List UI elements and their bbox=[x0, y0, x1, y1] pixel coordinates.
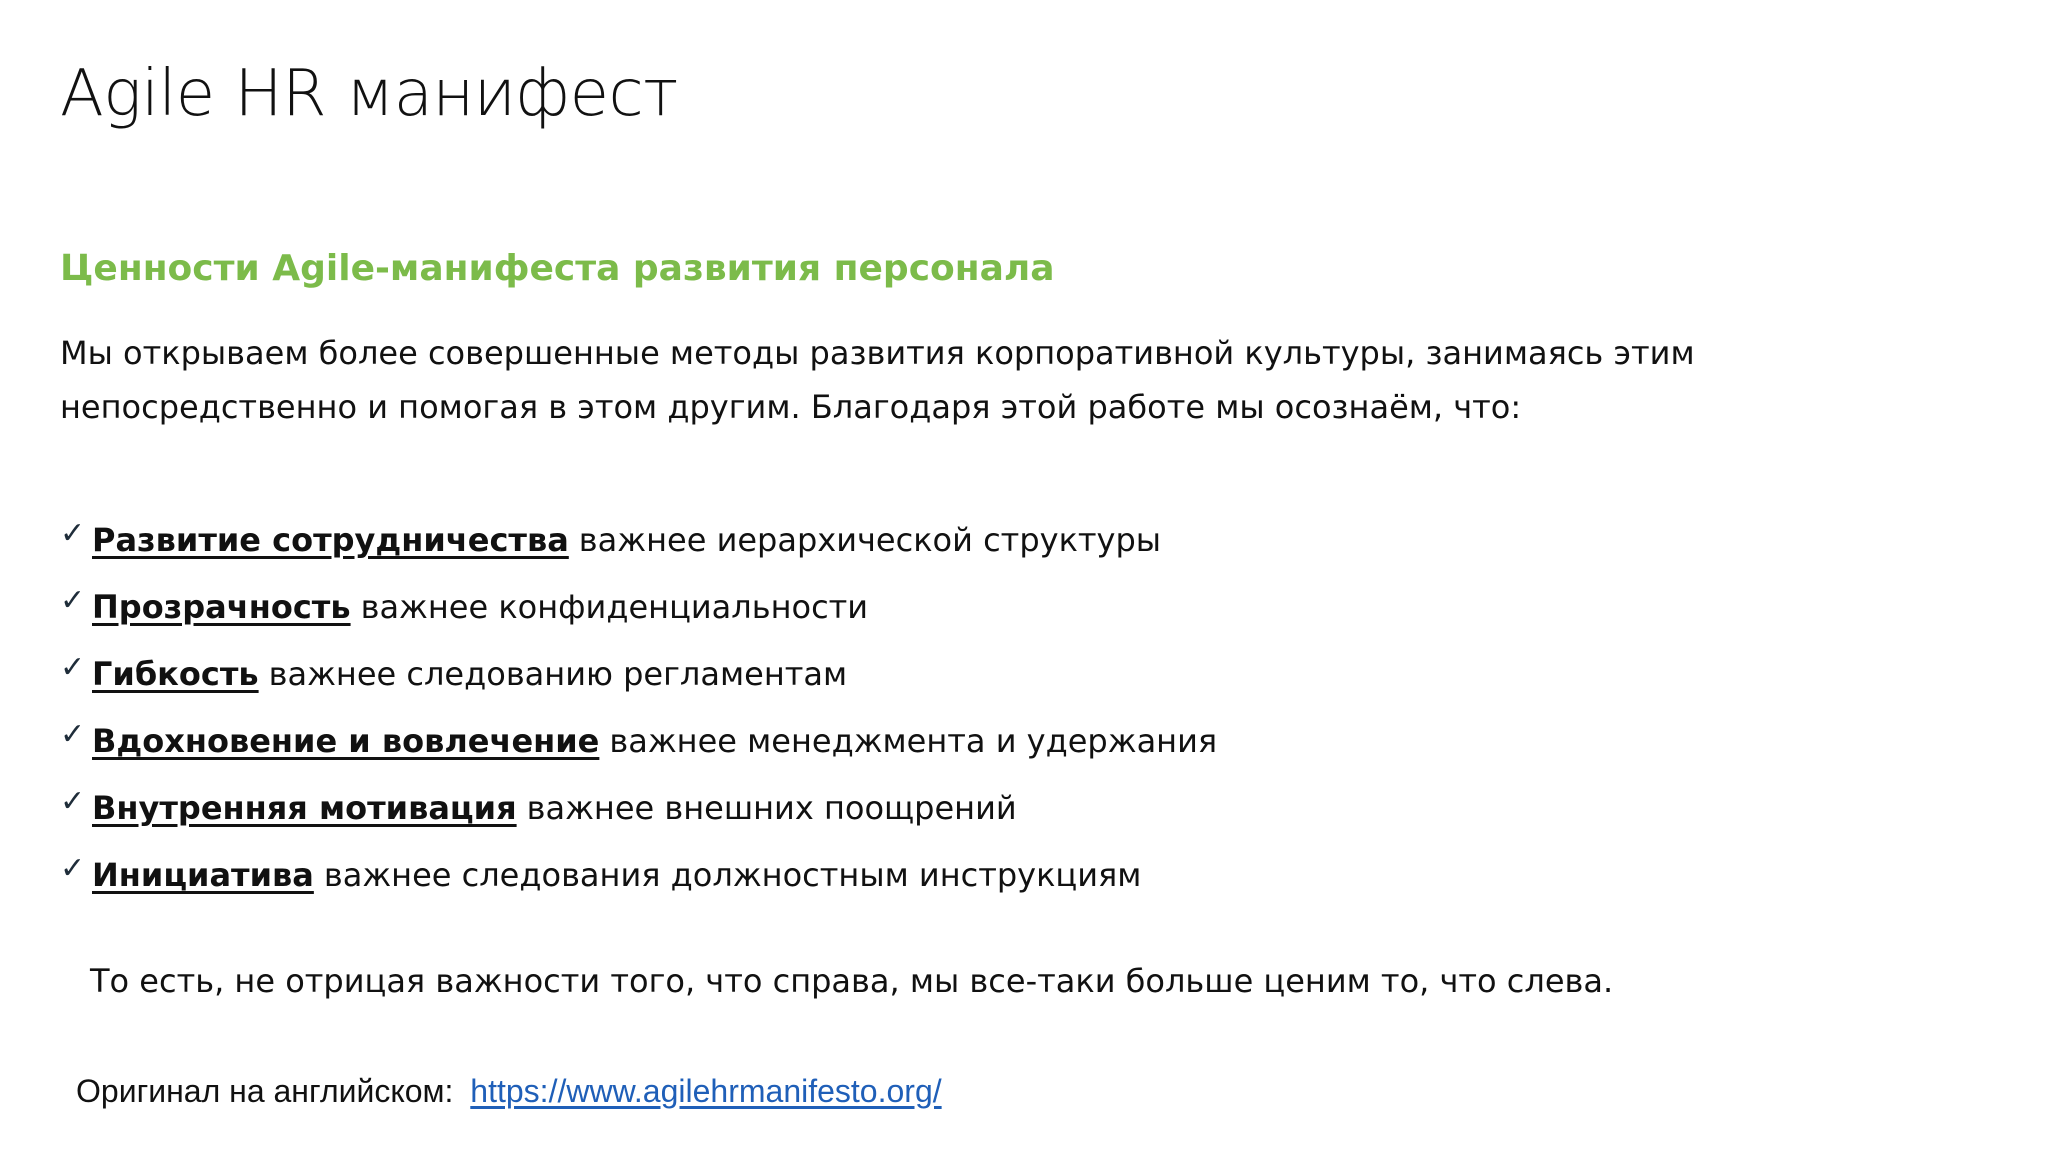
value-item bbox=[60, 579, 1217, 646]
value-key: Внутренняя мотивация bbox=[92, 789, 517, 827]
value-key: Вдохновение и вовлечение bbox=[92, 722, 600, 760]
source-label: Оригинал на английском: bbox=[76, 1073, 454, 1109]
value-item bbox=[60, 646, 1217, 713]
value-rest: важнее следования должностным инструкциям bbox=[323, 856, 1142, 894]
slide-title: Agile HR манифест bbox=[60, 57, 678, 131]
intro-line: Мы открываем более совершенные методы развития корпоративной культуры, занимаясь этим bbox=[60, 334, 1695, 372]
value-item bbox=[60, 780, 1217, 847]
source-link[interactable]: https://www.agilehrmanifesto.org/ bbox=[470, 1073, 942, 1109]
values-list bbox=[60, 512, 1217, 914]
summary-note: То есть, не отрицая важности того, что справа, мы все-таки больше ценим то, что слева. bbox=[90, 962, 1614, 1000]
source-line bbox=[76, 1068, 942, 1114]
value-item bbox=[60, 713, 1217, 780]
value-rest: важнее следованию регламентам bbox=[268, 655, 848, 693]
checkmark-icon: ✓ bbox=[60, 717, 86, 752]
value-key: Развитие сотрудничества bbox=[92, 521, 569, 559]
value-rest: важнее внешних поощрений bbox=[526, 789, 1017, 827]
intro-paragraph bbox=[60, 326, 1840, 434]
checkmark-icon: ✓ bbox=[60, 650, 86, 685]
intro-line: непосредственно и помогая в этом другим. Благодаря этой работе мы осознаём, что: bbox=[60, 388, 1522, 426]
value-key: Инициатива bbox=[92, 856, 314, 894]
value-key: Прозрачность bbox=[92, 588, 351, 626]
value-rest: важнее иерархической структуры bbox=[578, 521, 1162, 559]
checkmark-icon: ✓ bbox=[60, 583, 86, 618]
value-item bbox=[60, 847, 1217, 914]
checkmark-icon: ✓ bbox=[60, 784, 86, 819]
value-item bbox=[60, 512, 1217, 579]
checkmark-icon: ✓ bbox=[60, 516, 86, 551]
checkmark-icon: ✓ bbox=[60, 851, 86, 886]
value-rest: важнее конфиденциальности bbox=[360, 588, 869, 626]
value-rest: важнее менеджмента и удержания bbox=[609, 722, 1218, 760]
value-key: Гибкость bbox=[92, 655, 259, 693]
slide-subtitle: Ценности Agile-манифеста развития персонала bbox=[60, 248, 1055, 289]
